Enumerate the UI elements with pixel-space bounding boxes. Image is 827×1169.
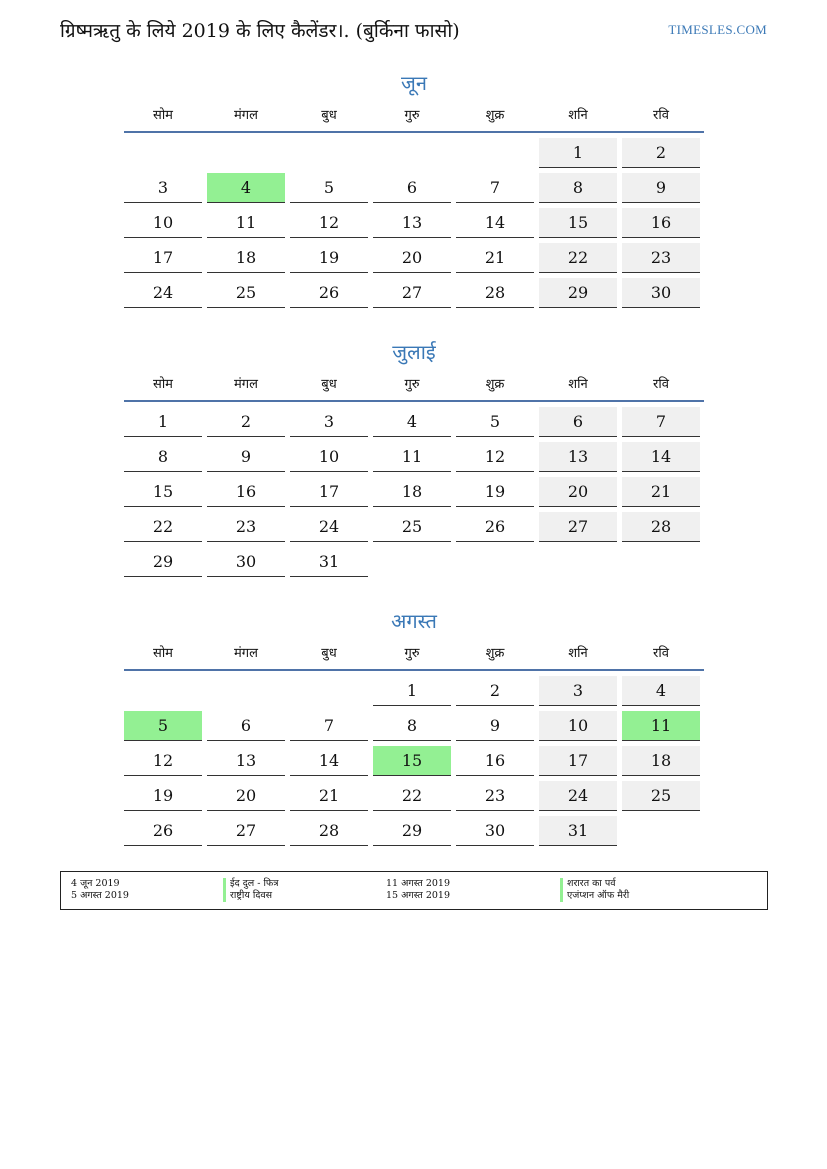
day-cell[interactable]: 18 bbox=[622, 746, 700, 776]
day-cell[interactable]: 30 bbox=[456, 816, 534, 846]
weekday-label: सोम bbox=[153, 377, 173, 392]
month-june bbox=[124, 69, 704, 308]
day-cell[interactable]: 29 bbox=[539, 278, 617, 308]
day-cell[interactable]: 5 bbox=[456, 407, 534, 437]
day-cell[interactable]: 1 bbox=[124, 407, 202, 437]
day-cell[interactable]: 13 bbox=[373, 208, 451, 238]
day-cell[interactable]: 14 bbox=[456, 208, 534, 238]
day-cell[interactable]: 7 bbox=[290, 711, 368, 741]
month-name: जुलाई bbox=[392, 340, 436, 364]
weekday-label: शुक्र bbox=[485, 108, 505, 123]
empty-cell bbox=[207, 138, 285, 167]
empty-cell bbox=[124, 676, 202, 705]
day-cell[interactable]: 27 bbox=[373, 278, 451, 308]
day-cell[interactable]: 31 bbox=[290, 547, 368, 577]
weekday-label: शुक्र bbox=[485, 377, 505, 392]
legend-date: 15 अगस्त 2019 bbox=[386, 890, 451, 901]
day-cell[interactable]: 26 bbox=[456, 512, 534, 542]
brand-link[interactable]: TIMESLES.COM bbox=[668, 22, 767, 37]
day-cell[interactable]: 11 bbox=[207, 208, 285, 238]
weekday-label: शनि bbox=[568, 646, 588, 661]
empty-cell bbox=[124, 138, 202, 167]
day-cell[interactable]: 26 bbox=[290, 278, 368, 308]
day-cell[interactable]: 20 bbox=[539, 477, 617, 507]
weekday-label: गुरु bbox=[404, 646, 420, 661]
empty-cell bbox=[290, 676, 368, 705]
weekday-label: रवि bbox=[653, 646, 669, 661]
day-grid bbox=[124, 138, 704, 308]
holiday-day-cell[interactable]: 4 bbox=[207, 173, 285, 203]
day-cell[interactable]: 29 bbox=[124, 547, 202, 577]
weekday-label: मंगल bbox=[234, 646, 258, 661]
weekday-label: बुध bbox=[321, 108, 337, 123]
day-grid bbox=[124, 676, 704, 846]
day-cell[interactable]: 8 bbox=[539, 173, 617, 203]
day-cell[interactable]: 18 bbox=[373, 477, 451, 507]
day-cell[interactable]: 6 bbox=[539, 407, 617, 437]
day-cell[interactable]: 1 bbox=[373, 676, 451, 706]
day-grid bbox=[124, 407, 704, 577]
day-cell[interactable]: 10 bbox=[539, 711, 617, 741]
day-cell[interactable]: 3 bbox=[290, 407, 368, 437]
day-cell[interactable]: 20 bbox=[373, 243, 451, 273]
day-cell[interactable]: 8 bbox=[124, 442, 202, 472]
day-cell[interactable]: 13 bbox=[207, 746, 285, 776]
weekday-label: सोम bbox=[153, 646, 173, 661]
day-cell[interactable]: 23 bbox=[622, 243, 700, 273]
day-cell[interactable]: 4 bbox=[622, 676, 700, 706]
day-cell[interactable]: 21 bbox=[456, 243, 534, 273]
legend-holiday-name: राष्ट्रीय दिवस bbox=[223, 890, 279, 902]
day-cell[interactable]: 8 bbox=[373, 711, 451, 741]
weekday-label: रवि bbox=[653, 377, 669, 392]
day-cell[interactable]: 25 bbox=[373, 512, 451, 542]
day-cell[interactable]: 17 bbox=[539, 746, 617, 776]
day-cell[interactable]: 26 bbox=[124, 816, 202, 846]
day-cell[interactable]: 16 bbox=[622, 208, 700, 238]
weekday-label: बुध bbox=[321, 646, 337, 661]
weekday-header bbox=[124, 107, 704, 133]
day-cell[interactable]: 28 bbox=[290, 816, 368, 846]
day-cell[interactable]: 10 bbox=[290, 442, 368, 472]
day-cell[interactable]: 30 bbox=[622, 278, 700, 308]
day-cell[interactable]: 4 bbox=[373, 407, 451, 437]
day-cell[interactable]: 7 bbox=[456, 173, 534, 203]
day-cell[interactable]: 1 bbox=[539, 138, 617, 168]
day-cell[interactable]: 20 bbox=[207, 781, 285, 811]
weekday-header bbox=[124, 645, 704, 671]
day-cell[interactable]: 2 bbox=[456, 676, 534, 706]
day-cell[interactable]: 23 bbox=[456, 781, 534, 811]
page-title: ग्रिष्मऋतु के लिये 2019 के लिए कैलेंडर।. (बुर्किना फासो) bbox=[60, 20, 460, 42]
day-cell[interactable]: 17 bbox=[124, 243, 202, 273]
day-cell[interactable]: 12 bbox=[124, 746, 202, 776]
holiday-day-cell[interactable]: 5 bbox=[124, 711, 202, 741]
day-cell[interactable]: 5 bbox=[290, 173, 368, 203]
legend-date: 4 जून 2019 bbox=[71, 878, 120, 889]
day-cell[interactable]: 25 bbox=[207, 278, 285, 308]
day-cell[interactable]: 16 bbox=[456, 746, 534, 776]
holiday-day-cell[interactable]: 15 bbox=[373, 746, 451, 776]
day-cell[interactable]: 16 bbox=[207, 477, 285, 507]
empty-cell bbox=[456, 138, 534, 167]
legend-date: 5 अगस्त 2019 bbox=[71, 890, 129, 901]
weekday-label: सोम bbox=[153, 108, 173, 123]
weekday-label: रवि bbox=[653, 108, 669, 123]
day-cell[interactable]: 23 bbox=[207, 512, 285, 542]
day-cell[interactable]: 12 bbox=[456, 442, 534, 472]
legend-date: 11 अगस्त 2019 bbox=[386, 878, 451, 889]
day-cell[interactable]: 14 bbox=[622, 442, 700, 472]
day-cell[interactable]: 21 bbox=[290, 781, 368, 811]
day-cell[interactable]: 21 bbox=[622, 477, 700, 507]
holiday-legend bbox=[60, 871, 768, 910]
month-name: अगस्त bbox=[391, 609, 437, 633]
legend-holiday-name: शरारत का पर्व bbox=[560, 878, 629, 890]
day-cell[interactable]: 19 bbox=[456, 477, 534, 507]
day-cell[interactable]: 9 bbox=[207, 442, 285, 472]
legend-holiday-name: ईद दुल - फित्र bbox=[223, 878, 279, 890]
day-cell[interactable]: 31 bbox=[539, 816, 617, 846]
day-cell[interactable]: 10 bbox=[124, 208, 202, 238]
day-cell[interactable]: 24 bbox=[124, 278, 202, 308]
legend-holiday-name: एजंप्शन ऑफ मैरी bbox=[560, 890, 629, 902]
weekday-header bbox=[124, 376, 704, 402]
day-cell[interactable]: 9 bbox=[456, 711, 534, 741]
day-cell[interactable]: 27 bbox=[539, 512, 617, 542]
day-cell[interactable]: 22 bbox=[124, 512, 202, 542]
empty-cell bbox=[290, 138, 368, 167]
day-cell[interactable]: 27 bbox=[207, 816, 285, 846]
day-cell[interactable]: 22 bbox=[539, 243, 617, 273]
day-cell[interactable]: 9 bbox=[622, 173, 700, 203]
day-cell[interactable]: 28 bbox=[456, 278, 534, 308]
empty-cell bbox=[207, 676, 285, 705]
day-cell[interactable]: 15 bbox=[124, 477, 202, 507]
day-cell[interactable]: 6 bbox=[373, 173, 451, 203]
day-cell[interactable]: 17 bbox=[290, 477, 368, 507]
day-cell[interactable]: 2 bbox=[207, 407, 285, 437]
weekday-label: गुरु bbox=[404, 377, 420, 392]
month-name: जून bbox=[401, 71, 427, 95]
day-cell[interactable]: 30 bbox=[207, 547, 285, 577]
day-cell[interactable]: 6 bbox=[207, 711, 285, 741]
weekday-label: शनि bbox=[568, 377, 588, 392]
weekday-label: बुध bbox=[321, 377, 337, 392]
day-cell[interactable]: 29 bbox=[373, 816, 451, 846]
day-cell[interactable]: 3 bbox=[124, 173, 202, 203]
day-cell[interactable]: 28 bbox=[622, 512, 700, 542]
day-cell[interactable]: 14 bbox=[290, 746, 368, 776]
weekday-label: शुक्र bbox=[485, 646, 505, 661]
month-august bbox=[124, 607, 704, 846]
day-cell[interactable]: 15 bbox=[539, 208, 617, 238]
day-cell[interactable]: 24 bbox=[290, 512, 368, 542]
weekday-label: मंगल bbox=[234, 377, 258, 392]
day-cell[interactable]: 2 bbox=[622, 138, 700, 168]
day-cell[interactable]: 22 bbox=[373, 781, 451, 811]
day-cell[interactable]: 19 bbox=[124, 781, 202, 811]
day-cell[interactable]: 11 bbox=[373, 442, 451, 472]
weekday-label: शनि bbox=[568, 108, 588, 123]
empty-cell bbox=[373, 138, 451, 167]
month-july bbox=[124, 338, 704, 577]
day-cell[interactable]: 13 bbox=[539, 442, 617, 472]
weekday-label: मंगल bbox=[234, 108, 258, 123]
day-cell[interactable]: 18 bbox=[207, 243, 285, 273]
day-cell[interactable]: 12 bbox=[290, 208, 368, 238]
day-cell[interactable]: 19 bbox=[290, 243, 368, 273]
holiday-day-cell[interactable]: 11 bbox=[622, 711, 700, 741]
day-cell[interactable]: 24 bbox=[539, 781, 617, 811]
weekday-label: गुरु bbox=[404, 108, 420, 123]
day-cell[interactable]: 25 bbox=[622, 781, 700, 811]
day-cell[interactable]: 3 bbox=[539, 676, 617, 706]
day-cell[interactable]: 7 bbox=[622, 407, 700, 437]
